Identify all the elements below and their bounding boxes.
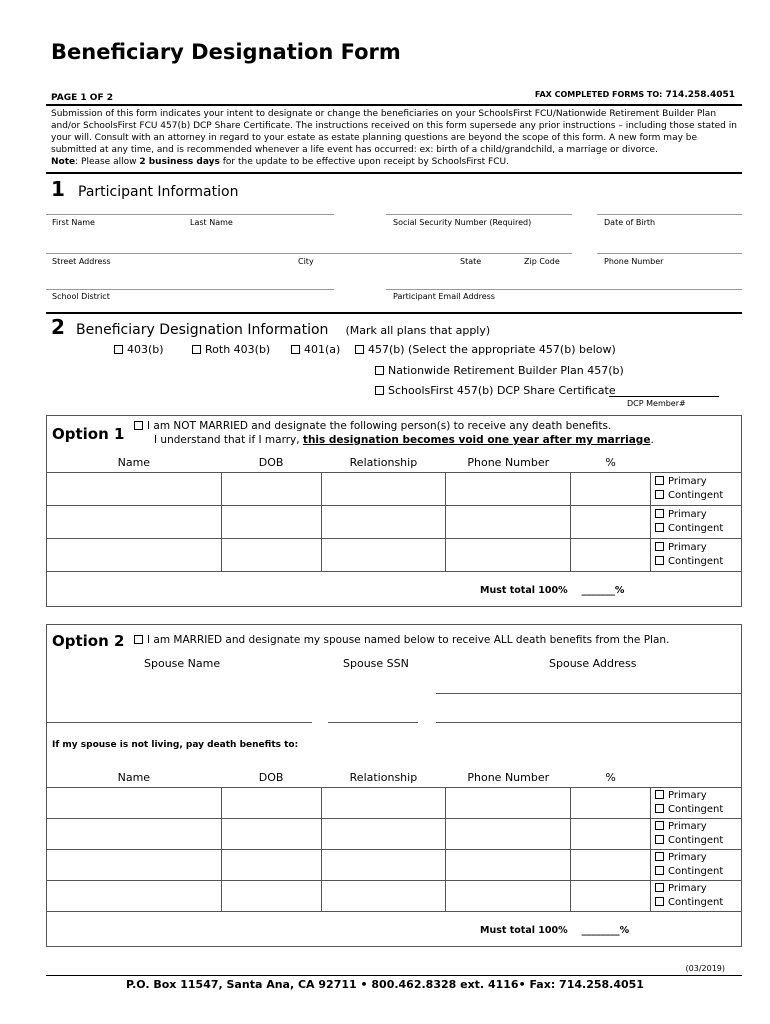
footer-address: P.O. Box 11547, Santa Ana, CA 92711 — [126, 978, 357, 991]
percent-cell[interactable] — [571, 506, 651, 539]
col-percent: % — [605, 455, 616, 469]
dob-cell[interactable] — [221, 819, 321, 850]
option2-statement: I am MARRIED and designate my spouse named below to receive ALL death benefits from the Plan. — [134, 633, 669, 647]
percent-cell[interactable] — [571, 819, 651, 850]
contingent-option[interactable]: Contingent — [655, 896, 741, 910]
fax-instruction — [535, 90, 735, 100]
checkbox-primary[interactable] — [655, 790, 664, 799]
note-label: Note — [51, 157, 76, 167]
col-phone: Phone Number — [467, 770, 550, 784]
plan-403b[interactable]: 403(b) — [114, 343, 164, 356]
district-line — [46, 289, 334, 290]
intro-rule — [46, 172, 742, 174]
spouse-name-line[interactable] — [46, 722, 312, 723]
checkbox-roth-403b[interactable] — [192, 345, 201, 354]
checkbox-primary[interactable] — [655, 476, 664, 485]
zip-field[interactable]: Zip Code — [524, 257, 560, 266]
option1-must-total: Must total 100% _______% — [480, 585, 625, 596]
contingent-option[interactable]: Contingent — [655, 555, 741, 569]
table-row — [47, 473, 742, 506]
checkbox-457b[interactable] — [355, 345, 364, 354]
ssn-line — [386, 214, 572, 215]
spouse-address-label: Spouse Address — [549, 657, 637, 670]
revision-date: (03/2019) — [685, 964, 725, 973]
primary-option[interactable]: Primary — [655, 541, 741, 555]
first-last-line — [46, 214, 334, 215]
designation-cell — [651, 850, 742, 881]
col-phone: Phone Number — [467, 455, 550, 469]
table-row — [47, 881, 742, 912]
option2-beneficiary-table — [46, 767, 742, 912]
last-name-field[interactable]: Last Name — [190, 218, 233, 227]
address-line — [46, 253, 572, 254]
phone-cell[interactable] — [446, 819, 571, 850]
checkbox-403b[interactable] — [114, 345, 123, 354]
section1-title: Participant Information — [78, 184, 239, 200]
fax-number: 714.258.4051 — [665, 90, 735, 100]
plan-nationwide[interactable]: Nationwide Retirement Builder Plan 457(b) — [375, 364, 624, 377]
name-cell[interactable] — [47, 539, 222, 572]
street-field[interactable]: Street Address — [52, 257, 111, 266]
contingent-option[interactable]: Contingent — [655, 489, 741, 503]
checkbox-contingent[interactable] — [655, 523, 664, 532]
phone-cell[interactable] — [446, 881, 571, 912]
page-indicator: PAGE 1 OF 2 — [51, 93, 113, 103]
section2-subtitle: (Mark all plans that apply) — [345, 324, 491, 337]
checkbox-contingent[interactable] — [655, 804, 664, 813]
table-row — [47, 819, 742, 850]
header-rule — [46, 104, 742, 106]
name-cell[interactable] — [47, 881, 222, 912]
table-header — [47, 767, 742, 788]
spouse-ssn-line[interactable] — [328, 722, 418, 723]
first-name-field[interactable]: First Name — [52, 218, 95, 227]
col-name: Name — [117, 770, 151, 784]
col-relationship: Relationship — [349, 770, 418, 784]
name-cell[interactable] — [47, 506, 222, 539]
dob-cell[interactable] — [221, 473, 321, 506]
spouse-ssn-label: Spouse SSN — [343, 657, 409, 670]
checkbox-dcp[interactable] — [375, 386, 384, 395]
checkbox-contingent[interactable] — [655, 556, 664, 565]
primary-option[interactable]: Primary — [655, 820, 741, 834]
phone-line — [597, 253, 742, 254]
option2-total-field[interactable]: ________% — [581, 925, 630, 936]
phone-cell[interactable] — [446, 788, 571, 819]
contingent-option[interactable]: Contingent — [655, 865, 741, 879]
table-header — [47, 452, 742, 473]
checkbox-primary[interactable] — [655, 883, 664, 892]
checkbox-primary[interactable] — [655, 509, 664, 518]
name-cell[interactable] — [47, 473, 222, 506]
designation-cell — [651, 506, 742, 539]
dob-cell[interactable] — [221, 788, 321, 819]
relationship-cell[interactable] — [321, 850, 446, 881]
checkbox-primary[interactable] — [655, 852, 664, 861]
spouse-address-line-1[interactable] — [436, 693, 742, 694]
col-dob: DOB — [258, 455, 284, 469]
relationship-cell[interactable] — [321, 881, 446, 912]
option1-total-field[interactable]: _______% — [581, 585, 625, 596]
option2-title: Option 2 — [52, 632, 125, 650]
spouse-address-line-2[interactable] — [436, 722, 742, 723]
phone-cell[interactable] — [446, 473, 571, 506]
intro-paragraph: Submission of this form indicates your intent to designate or change the beneficiaries on your SchoolsFirst FCU/Nationwide Retirement Builder Plan and/or SchoolsFirst FCU 457(b) DCP Share Certificate. The instructions received on this form supersede any prior instructions – including those stated in your will. Consult with an attorney in regard to your estate as estate planning questions are beyond the scope of this form. A new form may be submitted at any time, and is recommended whenever a life event has occurred: ex: birth of a child/grandchild, a marriage or divorce. — [51, 109, 737, 155]
primary-option[interactable]: Primary — [655, 789, 741, 803]
section2-number: 2 — [51, 315, 65, 339]
option1-beneficiary-table — [46, 452, 742, 572]
dob-cell[interactable] — [221, 539, 321, 572]
note-days: 2 business days — [139, 157, 220, 167]
phone-cell[interactable] — [446, 506, 571, 539]
table-row — [47, 506, 742, 539]
table-row — [47, 850, 742, 881]
relationship-cell[interactable] — [321, 788, 446, 819]
option1-statement: I am NOT MARRIED and designate the following person(s) to receive any death benefits. I understand that if I marry, this designation becomes void one year after my marriage. — [134, 419, 654, 447]
percent-cell[interactable] — [571, 850, 651, 881]
relationship-cell[interactable] — [321, 473, 446, 506]
checkbox-contingent[interactable] — [655, 866, 664, 875]
state-field[interactable]: State — [460, 257, 482, 266]
form-title: Beneficiary Designation Form — [51, 40, 401, 64]
footer-bullet-1: • — [360, 978, 368, 991]
spouse-not-living-text: If my spouse is not living, pay death benefits to: — [52, 740, 299, 750]
checkbox-contingent[interactable] — [655, 835, 664, 844]
name-cell[interactable] — [47, 819, 222, 850]
fax-label: FAX COMPLETED FORMS TO: — [534, 90, 663, 99]
dcp-member-line — [609, 396, 719, 397]
phone-cell[interactable] — [446, 539, 571, 572]
primary-option[interactable]: Primary — [655, 508, 741, 522]
percent-cell[interactable] — [571, 473, 651, 506]
footer-fax: Fax: 714.258.4051 — [529, 978, 644, 991]
phone-field[interactable]: Phone Number — [604, 257, 664, 266]
section2-title: Beneficiary Designation Information — [76, 322, 329, 338]
contingent-option[interactable]: Contingent — [655, 522, 741, 536]
section2-rule — [46, 312, 742, 314]
phone-cell[interactable] — [446, 850, 571, 881]
footer-rule — [46, 975, 742, 976]
section1-heading — [51, 177, 238, 201]
plan-dcp[interactable]: SchoolsFirst 457(b) DCP Share Certificate — [375, 384, 616, 397]
name-cell[interactable] — [47, 788, 222, 819]
email-line — [386, 289, 742, 290]
relationship-cell[interactable] — [321, 819, 446, 850]
checkbox-option2[interactable] — [134, 635, 143, 644]
contingent-option[interactable]: Contingent — [655, 803, 741, 817]
table-row — [47, 539, 742, 572]
designation-cell — [651, 473, 742, 506]
plan-roth-403b[interactable]: Roth 403(b) — [192, 343, 270, 356]
school-district-field[interactable]: School District — [52, 292, 110, 301]
city-field[interactable]: City — [298, 257, 314, 266]
col-relationship: Relationship — [349, 455, 418, 469]
dob-cell[interactable] — [221, 881, 321, 912]
checkbox-option1[interactable] — [134, 421, 143, 430]
designation-cell — [651, 788, 742, 819]
footer-bullet-2: • — [518, 978, 526, 991]
designation-cell — [651, 881, 742, 912]
section1-number: 1 — [51, 177, 65, 201]
col-percent: % — [605, 770, 616, 784]
relationship-cell[interactable] — [321, 506, 446, 539]
percent-cell[interactable] — [571, 539, 651, 572]
ssn-field[interactable]: Social Security Number (Required) — [393, 218, 532, 227]
spouse-name-label: Spouse Name — [144, 657, 221, 670]
designation-cell — [651, 539, 742, 572]
section2-heading — [51, 315, 490, 339]
name-cell[interactable] — [47, 850, 222, 881]
primary-option[interactable]: Primary — [655, 882, 741, 896]
option2-must-total: Must total 100% ________% — [480, 925, 630, 936]
percent-cell[interactable] — [571, 881, 651, 912]
dob-line — [597, 214, 742, 215]
percent-cell[interactable] — [571, 788, 651, 819]
email-field[interactable]: Participant Email Address — [393, 292, 495, 301]
plan-401a[interactable]: 401(a) — [291, 343, 340, 356]
dob-cell[interactable] — [221, 850, 321, 881]
dob-field[interactable]: Date of Birth — [604, 218, 656, 227]
dob-cell[interactable] — [221, 506, 321, 539]
plan-457b[interactable]: 457(b) (Select the appropriate 457(b) below) — [355, 343, 616, 356]
dcp-member-field[interactable]: DCP Member# — [627, 399, 686, 408]
checkbox-primary[interactable] — [655, 821, 664, 830]
checkbox-401a[interactable] — [291, 345, 300, 354]
checkbox-contingent[interactable] — [655, 490, 664, 499]
checkbox-contingent[interactable] — [655, 897, 664, 906]
relationship-cell[interactable] — [321, 539, 446, 572]
primary-option[interactable]: Primary — [655, 475, 741, 489]
footer-contact — [0, 978, 770, 991]
primary-option[interactable]: Primary — [655, 851, 741, 865]
col-name: Name — [117, 455, 151, 469]
contingent-option[interactable]: Contingent — [655, 834, 741, 848]
option1-title: Option 1 — [52, 425, 125, 443]
table-row — [47, 788, 742, 819]
checkbox-nationwide[interactable] — [375, 366, 384, 375]
footer-phone: 800.462.8328 ext. 4116 — [371, 978, 519, 991]
col-dob: DOB — [258, 770, 284, 784]
void-warning: this designation becomes void one year after my marriage — [302, 434, 651, 446]
designation-cell — [651, 819, 742, 850]
intro-text: Submission of this form indicates your intent to designate or change the beneficiaries on your SchoolsFirst FCU/Nationwide Retirement Builder Plan and/or SchoolsFirst FCU 457(b) DCP Share Certificate. The instructions received on this form supersede any prior instructions – including those stated in your will. Consult with an attorney in regard to your estate as estate planning questions are beyond the scope of this form. A new form may be submitted at any time, and is recommended whenever a life event has occurred: ex: birth of a child/grandchild, a marriage or divorce. Note: Please allow 2 business days for the update to be effective upon receipt by SchoolsFirst FCU. — [51, 109, 737, 167]
checkbox-primary[interactable] — [655, 542, 664, 551]
